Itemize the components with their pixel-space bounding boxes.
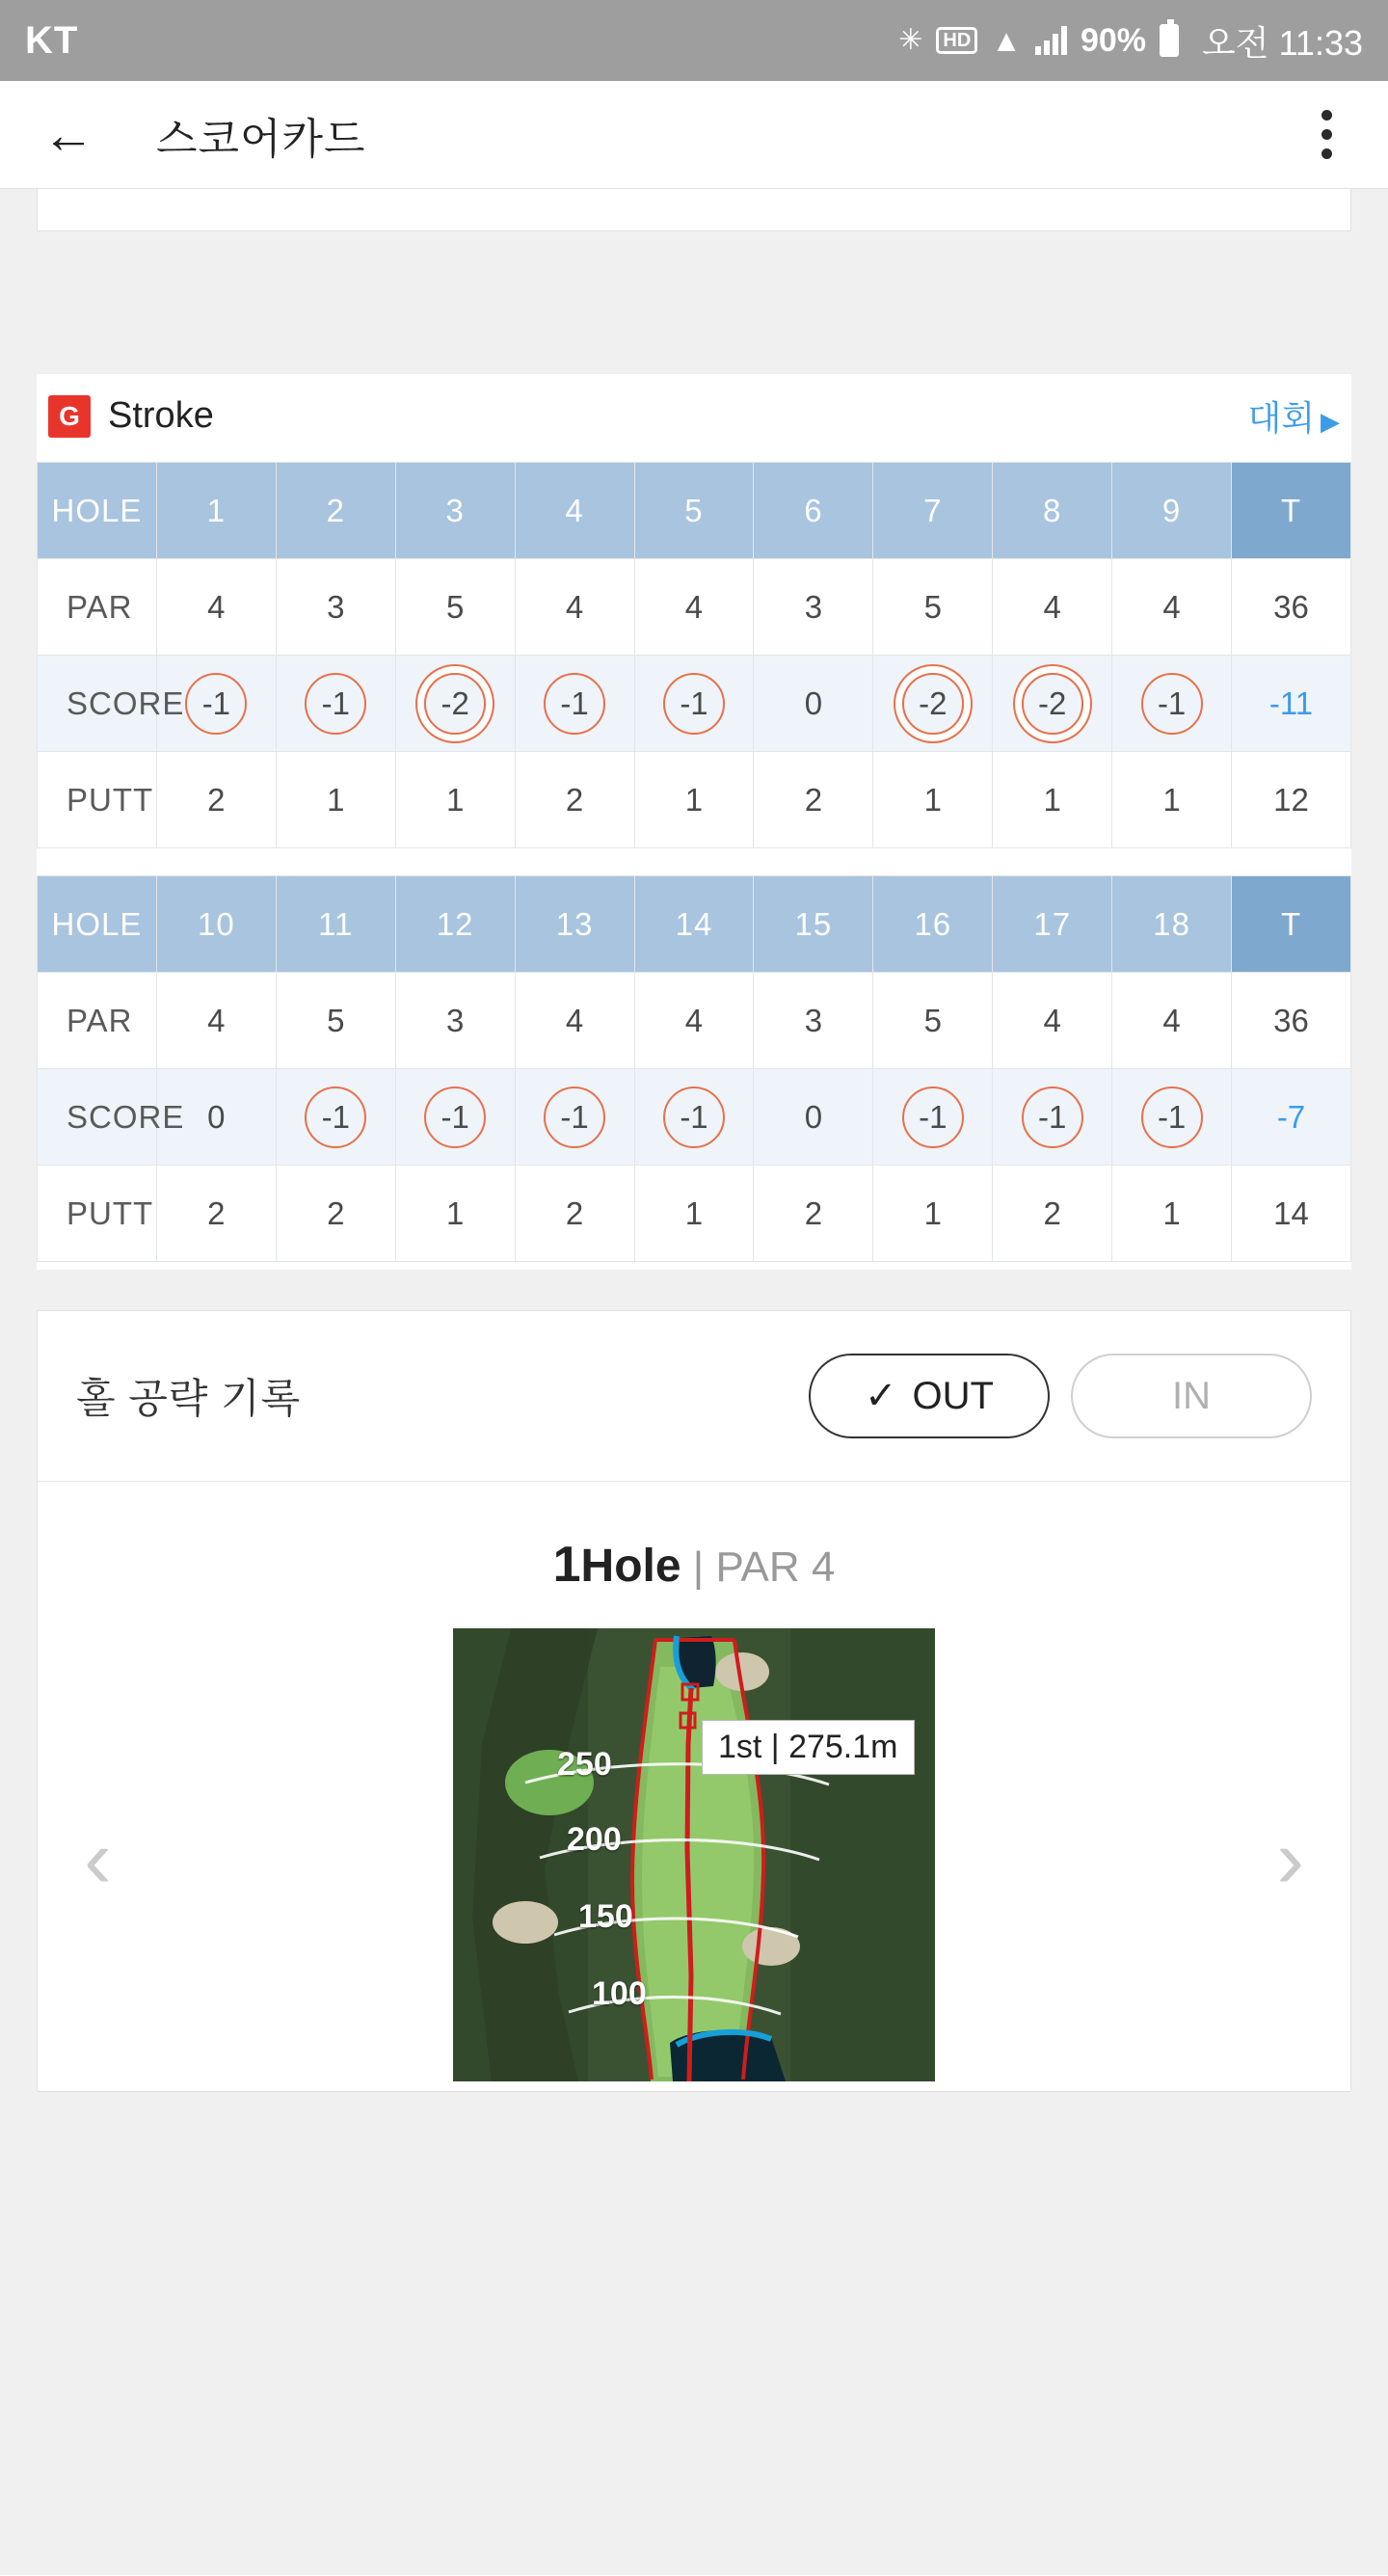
hole-cell: 6 xyxy=(754,463,873,559)
putt-cell: 2 xyxy=(754,1166,873,1262)
hole-cell: 3 xyxy=(395,463,515,559)
status-bar xyxy=(0,0,1388,81)
page-title: 스코어카드 xyxy=(156,115,366,163)
hd-icon: HD xyxy=(936,27,977,54)
par-cell: 4 xyxy=(1112,559,1232,656)
score-value: -2 xyxy=(424,673,486,735)
hole-cell: 5 xyxy=(634,463,754,559)
tab-in-label: IN xyxy=(1172,1374,1211,1417)
score-cell xyxy=(515,1069,634,1166)
score-cell: 0 xyxy=(156,1069,276,1166)
hole-cell: 13 xyxy=(515,876,634,973)
app-bar xyxy=(0,81,1388,189)
scorecard-table-in xyxy=(37,875,1351,1262)
score-cell xyxy=(515,656,634,752)
par-cell: 4 xyxy=(993,559,1112,656)
putt-total-cell: 12 xyxy=(1232,752,1351,848)
scorecard-header xyxy=(37,374,1351,462)
score-cell xyxy=(395,1069,515,1166)
par-total-cell: 36 xyxy=(1232,559,1351,656)
shot-distance-label: 1st | 275.1m xyxy=(702,1720,915,1775)
hole-number: 1 xyxy=(552,1537,581,1593)
score-value: -2 xyxy=(1022,673,1083,735)
putt-cell: 2 xyxy=(515,752,634,848)
putt-cell: 1 xyxy=(634,1166,754,1262)
wifi-icon: ▲ xyxy=(991,22,1022,58)
scorecard-card xyxy=(37,374,1351,1270)
table-row-par-out xyxy=(38,559,1351,656)
battery-icon xyxy=(1160,24,1179,57)
putt-cell: 1 xyxy=(276,752,395,848)
hole-cell: 15 xyxy=(754,876,873,973)
table-row-par-in xyxy=(38,973,1351,1069)
hole-cell: 2 xyxy=(276,463,395,559)
table-row-score-out xyxy=(38,656,1351,752)
tournament-link[interactable] xyxy=(1247,391,1340,441)
par-cell: 5 xyxy=(873,973,993,1069)
total-header: T xyxy=(1232,463,1351,559)
hole-strategy-card xyxy=(37,1310,1351,2092)
putt-cell: 2 xyxy=(156,1166,276,1262)
chevron-right-icon[interactable]: › xyxy=(1276,1812,1304,1906)
par-cell: 3 xyxy=(754,559,873,656)
score-total-cell: -11 xyxy=(1232,656,1351,752)
hole-map-image[interactable] xyxy=(453,1628,935,2081)
hole-cell: 1 xyxy=(156,463,276,559)
score-cell xyxy=(395,656,515,752)
battery-percent-label: 90% xyxy=(1080,21,1147,59)
scorecard-table-out xyxy=(37,462,1351,848)
score-value: -1 xyxy=(663,673,725,735)
row-label-par: PAR xyxy=(38,973,157,1069)
score-value: -1 xyxy=(663,1087,725,1148)
hole-strategy-title: 홀 공략 기록 xyxy=(76,1376,302,1421)
hole-cell: 11 xyxy=(276,876,395,973)
score-cell: 0 xyxy=(754,656,873,752)
previous-card-stub xyxy=(37,189,1351,231)
tournament-link-label: 대회 xyxy=(1247,398,1315,438)
table-row-hole-out xyxy=(38,463,1351,559)
putt-cell: 2 xyxy=(276,1166,395,1262)
hole-cell: 17 xyxy=(993,876,1112,973)
row-label-score: SCORE xyxy=(38,656,157,752)
score-cell xyxy=(634,1069,754,1166)
putt-cell: 1 xyxy=(1112,752,1232,848)
hole-cell: 14 xyxy=(634,876,754,973)
hole-strategy-header xyxy=(38,1311,1350,1482)
back-arrow-icon[interactable]: ← xyxy=(42,105,94,164)
score-cell xyxy=(993,656,1112,752)
bluetooth-icon: ✳ xyxy=(898,24,923,56)
score-total-cell: -7 xyxy=(1232,1069,1351,1166)
putt-cell: 1 xyxy=(873,1166,993,1262)
hole-map-area xyxy=(38,1628,1350,2091)
status-bar-icons xyxy=(898,16,1363,66)
cellular-signal-icon xyxy=(1035,26,1067,55)
par-cell: 4 xyxy=(634,559,754,656)
hole-heading xyxy=(38,1482,1350,1628)
par-cell: 5 xyxy=(395,559,515,656)
content-scroll-area[interactable] xyxy=(0,189,1388,2575)
score-value: -1 xyxy=(544,1087,605,1148)
score-cell xyxy=(993,1069,1112,1166)
hole-cell: 10 xyxy=(156,876,276,973)
score-value: -1 xyxy=(305,1087,366,1148)
distance-marker-150: 150 xyxy=(578,1898,633,1935)
hole-word: Hole xyxy=(580,1541,681,1592)
tab-out[interactable] xyxy=(809,1354,1050,1438)
score-cell xyxy=(1112,656,1232,752)
carrier-label: KT xyxy=(25,18,79,62)
score-value: -1 xyxy=(1141,1087,1203,1148)
score-value: -1 xyxy=(305,673,366,735)
putt-cell: 1 xyxy=(395,752,515,848)
par-cell: 5 xyxy=(276,973,395,1069)
row-label-par: PAR xyxy=(38,559,157,656)
score-value: -1 xyxy=(424,1087,486,1148)
par-cell: 3 xyxy=(754,973,873,1069)
chevron-left-icon[interactable]: ‹ xyxy=(84,1812,112,1906)
score-cell xyxy=(634,656,754,752)
row-label-hole: HOLE xyxy=(38,463,157,559)
scorecard-type-label: Stroke xyxy=(108,395,214,436)
hole-cell: 18 xyxy=(1112,876,1232,973)
hole-cell: 7 xyxy=(873,463,993,559)
score-value: -1 xyxy=(1022,1087,1083,1148)
table-row-putt-out xyxy=(38,752,1351,848)
putt-cell: 1 xyxy=(993,752,1112,848)
par-cell: 4 xyxy=(1112,973,1232,1069)
putt-cell: 2 xyxy=(754,752,873,848)
putt-total-cell: 14 xyxy=(1232,1166,1351,1262)
score-cell xyxy=(276,1069,395,1166)
par-cell: 4 xyxy=(515,973,634,1069)
row-label-score: SCORE xyxy=(38,1069,157,1166)
row-label-putt: PUTT xyxy=(38,1166,157,1262)
putt-cell: 2 xyxy=(156,752,276,848)
score-value: -1 xyxy=(902,1087,964,1148)
hole-separator: | xyxy=(692,1543,705,1591)
row-label-hole: HOLE xyxy=(38,876,157,973)
score-value: -1 xyxy=(185,673,247,735)
hole-par-label: PAR 4 xyxy=(715,1543,836,1591)
score-cell xyxy=(1112,1069,1232,1166)
par-cell: 3 xyxy=(276,559,395,656)
hole-cell: 16 xyxy=(873,876,993,973)
total-header: T xyxy=(1232,876,1351,973)
tab-out-label: OUT xyxy=(912,1374,994,1417)
chevron-right-icon: ▶ xyxy=(1321,407,1340,436)
score-value: -1 xyxy=(1141,673,1203,735)
par-cell: 4 xyxy=(515,559,634,656)
putt-cell: 1 xyxy=(873,752,993,848)
score-cell xyxy=(873,656,993,752)
distance-marker-100: 100 xyxy=(592,1975,647,2012)
putt-cell: 2 xyxy=(993,1166,1112,1262)
overflow-menu-icon[interactable] xyxy=(1308,100,1346,169)
par-cell: 5 xyxy=(873,559,993,656)
par-cell: 4 xyxy=(634,973,754,1069)
putt-cell: 1 xyxy=(395,1166,515,1262)
row-label-putt: PUTT xyxy=(38,752,157,848)
golf-badge-icon: G xyxy=(48,395,91,438)
table-row-hole-in xyxy=(38,876,1351,973)
hole-cell: 4 xyxy=(515,463,634,559)
par-cell: 4 xyxy=(993,973,1112,1069)
score-cell xyxy=(276,656,395,752)
putt-cell: 1 xyxy=(634,752,754,848)
par-cell: 4 xyxy=(156,559,276,656)
table-row-score-in xyxy=(38,1069,1351,1166)
putt-cell: 2 xyxy=(515,1166,634,1262)
score-cell xyxy=(873,1069,993,1166)
table-row-putt-in xyxy=(38,1166,1351,1262)
out-in-segmented-control xyxy=(809,1354,1312,1438)
par-total-cell: 36 xyxy=(1232,973,1351,1069)
clock-label: 오전 11:33 xyxy=(1202,22,1363,63)
tab-in[interactable] xyxy=(1071,1354,1312,1438)
par-cell: 3 xyxy=(395,973,515,1069)
hole-cell: 9 xyxy=(1112,463,1232,559)
par-cell: 4 xyxy=(156,973,276,1069)
score-value: -1 xyxy=(544,673,605,735)
distance-marker-200: 200 xyxy=(567,1821,622,1858)
hole-cell: 8 xyxy=(993,463,1112,559)
distance-marker-250: 250 xyxy=(557,1746,612,1783)
score-value: -2 xyxy=(902,673,964,735)
hole-map-graphic xyxy=(453,1628,935,2081)
putt-cell: 1 xyxy=(1112,1166,1232,1262)
check-icon: ✓ xyxy=(865,1375,897,1417)
hole-cell: 12 xyxy=(395,876,515,973)
score-cell: 0 xyxy=(754,1069,873,1166)
